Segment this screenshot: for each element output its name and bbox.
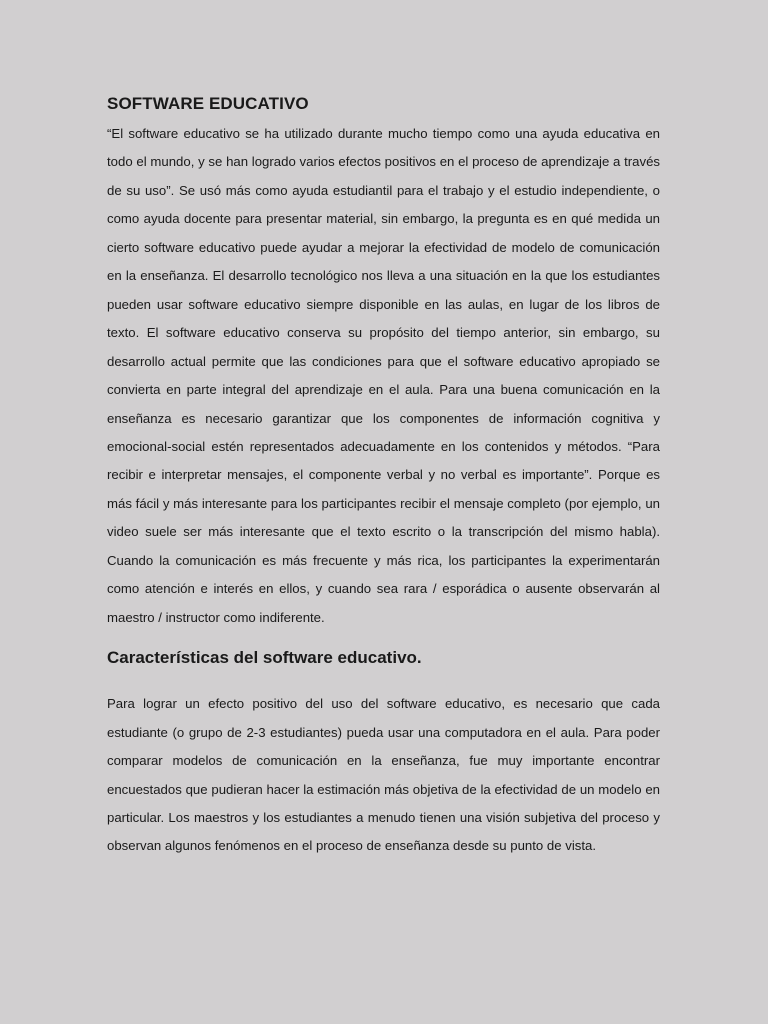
document-body (107, 92, 660, 861)
intro-paragraph: “El software educativo se ha utilizado durante mucho tiempo como una ayuda educativa en todo el mundo, y se han logrado varios efectos positivos en el proceso de aprendizaje a través de su uso”. Se usó más como ayuda estudiantil para el trabajo y el estudio independiente, o como ayuda docente para presentar material, sin embargo, la pregunta es en qué medida un cierto software educativo puede ayudar a mejorar la efectividad de modelo de comunicación en la enseñanza. El desarrollo tecnológico nos lleva a una situación en la que los estudiantes pueden usar software educativo siempre disponible en las aulas, en lugar de los libros de texto. El software educativo conserva su propósito del tiempo anterior, sin embargo, su desarrollo actual permite que las condiciones para que el software educativo apropiado se convierta en parte integral del aprendizaje en el aula. Para una buena comunicación en la enseñanza es necesario garantizar que los componentes de información cognitiva y emocional-social estén representados adecuadamente en los contenidos y métodos. “Para recibir e interpretar mensajes, el componente verbal y no verbal es importante”. Porque es más fácil y más interesante para los participantes recibir el mensaje completo (por ejemplo, un video suele ser más interesante que el texto escrito o la transcripción del mismo habla). Cuando la comunicación es más frecuente y más rica, los participantes la experimentarán como atención e interés en ellos, y cuando sea rara / esporádica o ausente observarán al maestro / instructor como indiferente. (107, 126, 660, 625)
section-paragraph: Para lograr un efecto positivo del uso del software educativo, es necesario que cada estudiante (o grupo de 2-3 estudiantes) pueda usar una computadora en el aula. Para poder comparar modelos de comunicación en la enseñanza, fue muy importante encontrar encuestados que pudieran hacer la estimación más objetiva de la efectividad de un modelo en particular. Los maestros y los estudiantes a menudo tienen una visión subjetiva del proceso y observan algunos fenómenos en el proceso de enseñanza desde su punto de vista. (107, 696, 660, 854)
document-title: SOFTWARE EDUCATIVO (107, 94, 309, 113)
section-heading: Características del software educativo. (107, 648, 422, 668)
